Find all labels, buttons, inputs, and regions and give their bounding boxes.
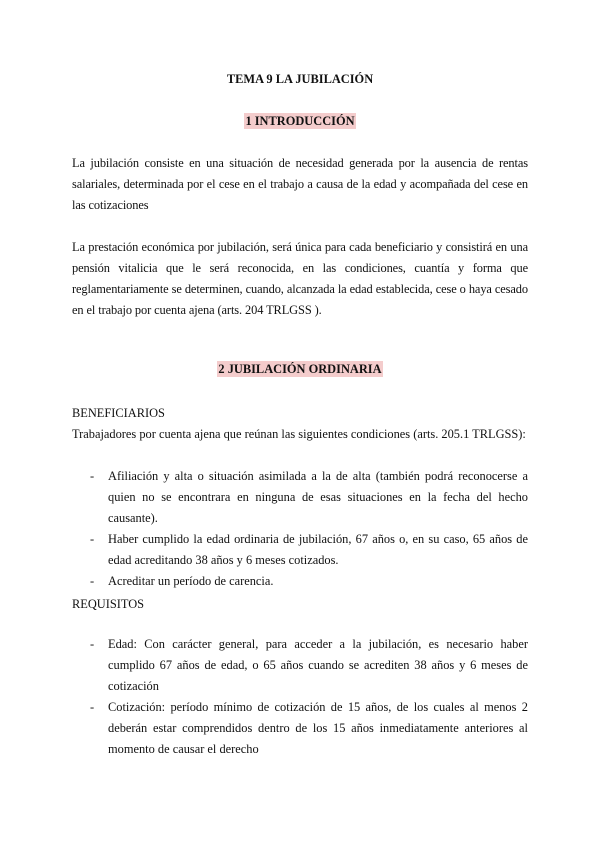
list-item-text: Acreditar un período de carencia. xyxy=(108,574,274,588)
dash-bullet: - xyxy=(90,574,95,588)
requisitos-list xyxy=(72,634,528,760)
beneficiarios-list xyxy=(72,466,528,592)
list-item xyxy=(72,634,528,697)
intro-paragraph-1: La jubilación consiste en una situación de necesidad generada por la ausencia de rentas salariales, determinada por el cese en el trabajo a causa de la edad y acompañada del cese en las cotizaciones xyxy=(72,156,528,212)
dash-bullet: - xyxy=(90,700,95,714)
list-item xyxy=(72,571,528,592)
dash-bullet: - xyxy=(90,469,95,483)
beneficiarios-intro: Trabajadores por cuenta ajena que reúnan las siguientes condiciones (arts. 205.1 TRLGSS): xyxy=(72,427,526,441)
list-item-text: Haber cumplido la edad ordinaria de jubilación, 67 años o, en su caso, 65 años de edad acreditando 38 años y 6 meses cotizados. xyxy=(108,532,528,567)
beneficiarios-label: BENEFICIARIOS xyxy=(72,406,165,420)
intro-paragraph-2: La prestación económica por jubilación, será única para cada beneficiario y consistirá en una pensión vitalicia que le será reconocida, en las condiciones, cuantía y forma que reglamentariamente se determinen, cuando, alcanzada la edad establecida, cese o haya cesado en el trabajo por cuenta ajena (arts. 204 TRLGSS ). xyxy=(72,240,528,317)
list-item xyxy=(72,697,528,760)
list-item-text: Edad: Con carácter general, para acceder a la jubilación, es necesario haber cumplido 67 años de edad, o 65 años cuando se acrediten 38 años y 6 meses de cotización xyxy=(108,637,528,693)
section-heading-jubilacion-ordinaria xyxy=(0,362,600,377)
section-heading-text: 1 INTRODUCCIÓN xyxy=(245,114,355,128)
list-item xyxy=(72,466,528,529)
document-title: TEMA 9 LA JUBILACIÓN xyxy=(226,72,374,86)
list-item xyxy=(72,529,528,571)
dash-bullet: - xyxy=(90,637,95,651)
list-item-text: Cotización: período mínimo de cotización de 15 años, de los cuales al menos 2 deberán estar comprendidos dentro de los 15 años inmediatamente anteriores al momento de causar el derecho xyxy=(108,700,528,756)
list-item-text: Afiliación y alta o situación asimilada a la de alta (también podrá reconocerse a quien no se encontrara en ninguna de esas situaciones en la fecha del hecho causante). xyxy=(108,469,528,525)
dash-bullet: - xyxy=(90,532,95,546)
requisitos-label: REQUISITOS xyxy=(72,597,145,611)
section-heading-introduccion xyxy=(0,114,600,129)
section-heading-text: 2 JUBILACIÓN ORDINARIA xyxy=(218,362,382,376)
